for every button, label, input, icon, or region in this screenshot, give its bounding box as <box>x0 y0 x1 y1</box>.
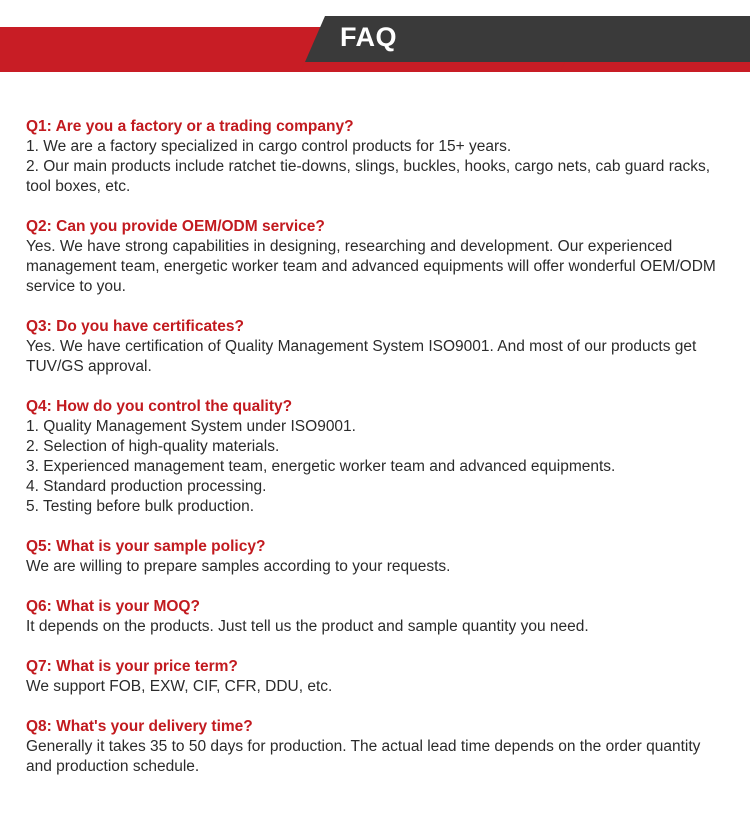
banner-tab-notch <box>300 62 565 72</box>
faq-item <box>26 217 726 297</box>
faq-item <box>26 117 726 197</box>
faq-question: Q3: Do you have certificates? <box>26 318 244 335</box>
faq-answer-line: 3. Experienced management team, energetic worker team and advanced equipments. <box>26 458 616 475</box>
faq-item <box>26 657 726 697</box>
faq-item <box>26 537 726 577</box>
faq-question: Q1: Are you a factory or a trading company? <box>26 118 354 135</box>
faq-question: Q8: What's your delivery time? <box>26 718 253 735</box>
faq-question: Q7: What is your price term? <box>26 658 238 675</box>
faq-answer-line: Yes. We have strong capabilities in designing, researching and development. Our experienced management team, energetic worker team and advanced equipments will offer wonderful OEM/ODM service to you. <box>26 238 716 295</box>
faq-item <box>26 397 726 517</box>
faq-answer-line: Yes. We have certification of Quality Management System ISO9001. And most of our products get TUV/GS approval. <box>26 338 697 375</box>
faq-question: Q2: Can you provide OEM/ODM service? <box>26 218 325 235</box>
faq-item <box>26 317 726 377</box>
faq-answer-line: We support FOB, EXW, CIF, CFR, DDU, etc. <box>26 678 333 695</box>
faq-answer-line: 5. Testing before bulk production. <box>26 498 255 515</box>
faq-answer-line: 1. We are a factory specialized in cargo control products for 15+ years. <box>26 138 512 155</box>
faq-answer-line: 2. Our main products include ratchet tie-downs, slings, buckles, hooks, cargo nets, cab guard racks, tool boxes, etc. <box>26 158 711 195</box>
faq-list <box>26 117 726 797</box>
faq-question: Q5: What is your sample policy? <box>26 538 266 555</box>
page-title: FAQ <box>340 22 398 52</box>
faq-question: Q4: How do you control the quality? <box>26 398 293 415</box>
faq-answer-line: Generally it takes 35 to 50 days for production. The actual lead time depends on the order quantity and production schedule. <box>26 738 701 775</box>
faq-answer-line: It depends on the products. Just tell us the product and sample quantity you need. <box>26 618 589 635</box>
faq-answer-line: We are willing to prepare samples according to your requests. <box>26 558 451 575</box>
faq-answer-line: 2. Selection of high-quality materials. <box>26 438 280 455</box>
faq-item <box>26 717 726 777</box>
faq-answer-line: 4. Standard production processing. <box>26 478 267 495</box>
faq-item <box>26 597 726 637</box>
faq-answer-line: 1. Quality Management System under ISO9001. <box>26 418 356 435</box>
faq-question: Q6: What is your MOQ? <box>26 598 200 615</box>
faq-banner <box>0 0 750 72</box>
